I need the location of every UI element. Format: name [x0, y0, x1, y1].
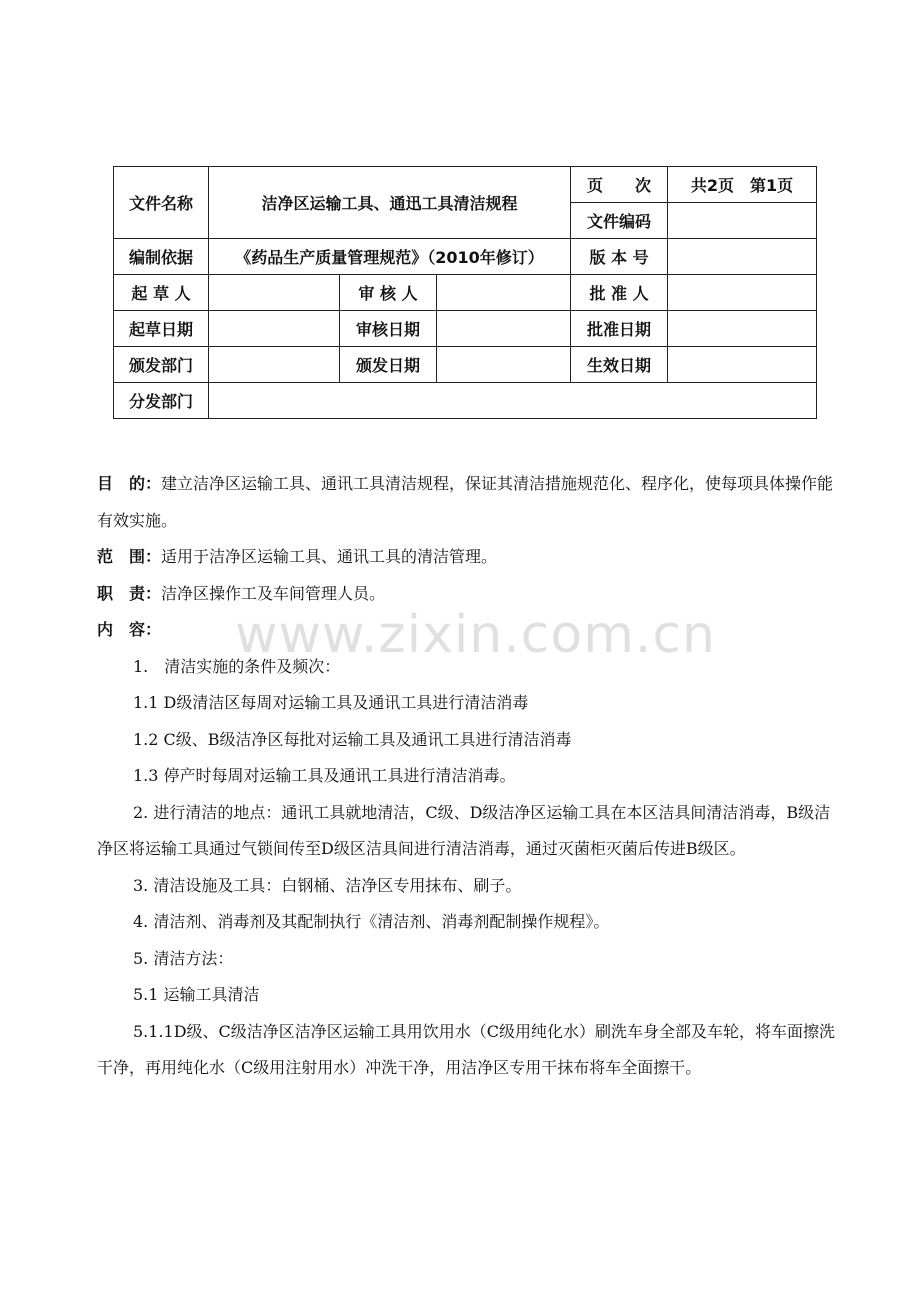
effective-date-label: 生效日期 [571, 347, 668, 383]
issue-dept-value [209, 347, 340, 383]
drafter-value [209, 275, 340, 311]
dist-dept-value [209, 383, 817, 419]
doc-code-label: 文件编码 [571, 203, 668, 239]
page-label: 页 次 [571, 167, 668, 203]
page-value: 共2页 第1页 [668, 167, 817, 203]
approver-label: 批 准 人 [571, 275, 668, 311]
document-header-table [113, 166, 817, 419]
purpose-text: 建立洁净区运输工具、通讯工具清洁规程，保证其清洁措施规范化、程序化，使每项具体操作能有效实施。 [97, 474, 834, 530]
content-item: 1.1 D级清洁区每周对运输工具及通讯工具进行清洁消毒 [133, 693, 529, 712]
doc-code-value [668, 203, 817, 239]
scope-paragraph [97, 539, 837, 576]
draft-date-value [209, 311, 340, 347]
content-label: 内 容： [97, 620, 162, 639]
review-date-label: 审核日期 [340, 311, 437, 347]
content-item: 5.1 运输工具清洁 [133, 985, 260, 1004]
approver-value [668, 275, 817, 311]
version-label: 版 本 号 [571, 239, 668, 275]
duty-paragraph [97, 576, 837, 613]
basis-label: 编制依据 [114, 239, 209, 275]
draft-date-label: 起草日期 [114, 311, 209, 347]
issue-date-value [437, 347, 571, 383]
approve-date-label: 批准日期 [571, 311, 668, 347]
content-item: 3. 清洁设施及工具：白钢桶、洁净区专用抹布、刷子。 [133, 875, 522, 895]
content-item: 5. 清洁方法： [133, 948, 234, 968]
scope-text: 适用于洁净区运输工具、通讯工具的清洁管理。 [161, 547, 498, 566]
watermark: www.zixin.com.cn [235, 605, 716, 665]
doc-name-label: 文件名称 [114, 167, 209, 239]
issue-date-label: 颁发日期 [340, 347, 437, 383]
review-date-value [437, 311, 571, 347]
content-paragraph [97, 612, 837, 649]
drafter-label: 起 草 人 [114, 275, 209, 311]
content-item: 1. 清洁实施的条件及频次： [133, 656, 341, 676]
reviewer-label: 审 核 人 [340, 275, 437, 311]
reviewer-value [437, 275, 571, 311]
purpose-paragraph [97, 466, 837, 539]
content-item: 5.1.1D级、C级洁净区洁净区运输工具用饮用水（C级用纯化水）刷洗车身全部及车轮，将车面擦洗干净，再用纯化水（C级用注射用水）冲洗干净，用洁净区专用干抹布将车全面擦干。 [97, 1021, 836, 1077]
approve-date-value [668, 311, 817, 347]
purpose-label: 目 的： [97, 474, 162, 493]
content-item: 1.2 C级、B级洁净区每批对运输工具及通讯工具进行清洁消毒 [133, 729, 572, 749]
issue-dept-label: 颁发部门 [114, 347, 209, 383]
content-item: 4. 清洁剂、消毒剂及其配制执行《清洁剂、消毒剂配制操作规程》。 [133, 912, 610, 931]
basis-value: 《药品生产质量管理规范》（2010年修订） [209, 239, 571, 275]
duty-text: 洁净区操作工及车间管理人员。 [161, 583, 386, 603]
doc-name: 洁净区运输工具、通迅工具清洁规程 [209, 167, 571, 239]
scope-label: 范 围： [97, 547, 162, 566]
dist-dept-label: 分发部门 [114, 383, 209, 419]
effective-date-value [668, 347, 817, 383]
duty-label: 职 责： [97, 583, 162, 603]
content-item: 1.3 停产时每周对运输工具及通讯工具进行清洁消毒。 [133, 766, 516, 785]
content-item: 2. 进行清洁的地点：通讯工具就地清洁，C级、D级洁净区运输工具在本区洁具间清洁消毒，B级洁净区将运输工具通过气锁间传至D级区洁具间进行清洁消毒，通过灭菌柜灭菌后传进B级区。 [97, 802, 831, 858]
document-body [97, 466, 837, 1087]
version-value [668, 239, 817, 275]
